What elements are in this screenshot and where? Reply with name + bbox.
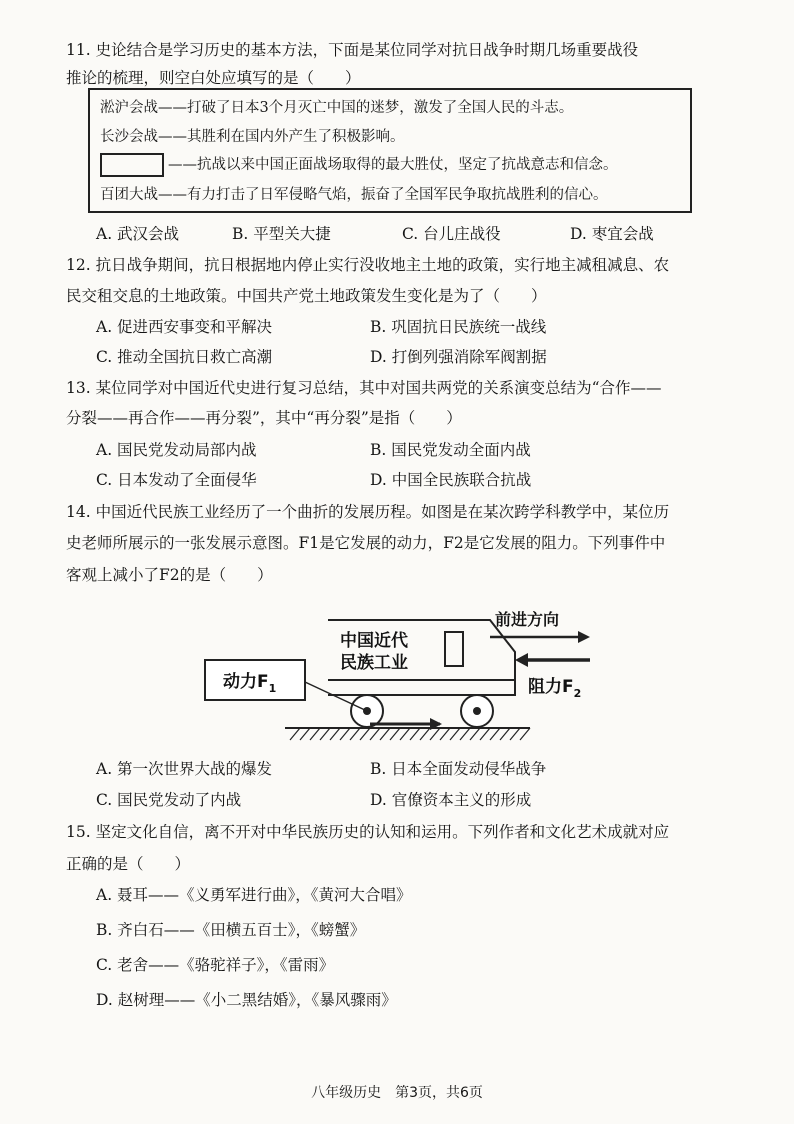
q11-box-row-3-text: ——抗战以来中国正面战场取得的最大胜仗，坚定了抗战意志和信念。 (168, 157, 618, 173)
q15-stem-line1: 15. 坚定文化自信，离不开对中华民族历史的认知和运用。下列作者和文化艺术成就对应 (66, 823, 670, 841)
q11-box-row-1: 淞沪会战——打破了日本3个月灭亡中国的迷梦，激发了全国人民的斗志。 (100, 100, 574, 116)
q11-option-d[interactable]: D. 枣宜会战 (570, 225, 654, 243)
q15-option-d[interactable]: D. 赵树理——《小二黑结婚》，《暴风骤雨》 (96, 991, 397, 1009)
q14-option-c[interactable]: C. 国民党发动了内战 (96, 791, 242, 809)
truck-window (445, 632, 463, 666)
q15-option-c[interactable]: C. 老舍——《骆驼祥子》，《雷雨》 (96, 956, 335, 974)
q12-option-b[interactable]: B. 巩固抗日民族统一战线 (370, 318, 547, 336)
force-f1-label: 动力$F_1$ (223, 672, 277, 695)
q11-option-c[interactable]: C. 台儿庄战役 (402, 225, 501, 243)
q13-option-d[interactable]: D. 中国全民族联合抗战 (370, 471, 532, 489)
q11-stem-line2: 推论的梳理，则空白处应填写的是（ ） (66, 69, 361, 87)
q13-stem-line1: 13. 某位同学对中国近代史进行复习总结，其中对国共两党的关系演变总结为“合作—— (66, 379, 662, 397)
q11-box-row-2: 长沙会战——其胜利在国内外产生了积极影响。 (100, 129, 405, 145)
q14-force-diagram (190, 600, 610, 750)
q11-info-box (88, 88, 692, 213)
q11-option-a[interactable]: A. 武汉会战 (96, 225, 180, 243)
q11-blank-box (100, 153, 164, 177)
q15-option-b[interactable]: B. 齐白石——《田横五百士》，《螃蟹》 (96, 921, 366, 939)
truck-label-line1: 中国近代 (340, 631, 408, 651)
q12-stem-line1: 12. 抗日战争期间，抗日根据地内停止实行没收地主土地的政策，实行地主减租减息、农 (66, 256, 670, 274)
q13-option-b[interactable]: B. 国民党发动全面内战 (370, 441, 531, 459)
q13-option-a[interactable]: A. 国民党发动局部内战 (96, 441, 257, 459)
q12-option-d[interactable]: D. 打倒列强消除军阀割据 (370, 348, 547, 366)
page-footer: 八年级历史 第3页，共6页 (311, 1085, 483, 1101)
q11-option-b[interactable]: B. 平型关大捷 (232, 225, 331, 243)
q15-option-a[interactable]: A. 聂耳——《义勇军进行曲》，《黄河大合唱》 (96, 886, 412, 904)
q12-stem-line2: 民交租交息的土地政策。中国共产党土地政策发生变化是为了（ ） (66, 287, 547, 305)
q13-option-c[interactable]: C. 日本发动了全面侵华 (96, 471, 257, 489)
q11-box-row-3 (100, 153, 618, 177)
q14-option-d[interactable]: D. 官僚资本主义的形成 (370, 791, 532, 809)
q14-stem-line3: 客观上减小了F2的是（ ） (66, 566, 273, 584)
q14-option-a[interactable]: A. 第一次世界大战的爆发 (96, 760, 273, 778)
q14-stem-line2: 史老师所展示的一张发展示意图。F1是它发展的动力，F2是它发展的阻力。下列事件中 (66, 534, 666, 552)
force-f1-link (305, 682, 367, 711)
truck-label-line2: 民族工业 (340, 653, 408, 673)
q11-box-row-4: 百团大战——有力打击了日军侵略气焰，振奋了全国军民争取抗战胜利的信心。 (100, 187, 608, 203)
forward-direction-label: 前进方向 (495, 610, 560, 629)
q13-stem-line2: 分裂——再合作——再分裂”，其中“再分裂”是指（ ） (66, 409, 462, 427)
q12-option-c[interactable]: C. 推动全国抗日救亡高潮 (96, 348, 273, 366)
q14-stem-line1: 14. 中国近代民族工业经历了一个曲折的发展历程。如图是在某次跨学科教学中，某位历 (66, 503, 670, 521)
ground-hatching (290, 728, 530, 740)
force-f2-label: 阻力$F_2$ (528, 677, 582, 700)
q11-stem-line1: 11. 史论结合是学习历史的基本方法，下面是某位同学对抗日战争时期几场重要战役 (66, 41, 639, 59)
q14-option-b[interactable]: B. 日本全面发动侵华战争 (370, 760, 547, 778)
q12-option-a[interactable]: A. 促进西安事变和平解决 (96, 318, 273, 336)
q15-stem-line2: 正确的是（ ） (66, 855, 191, 873)
